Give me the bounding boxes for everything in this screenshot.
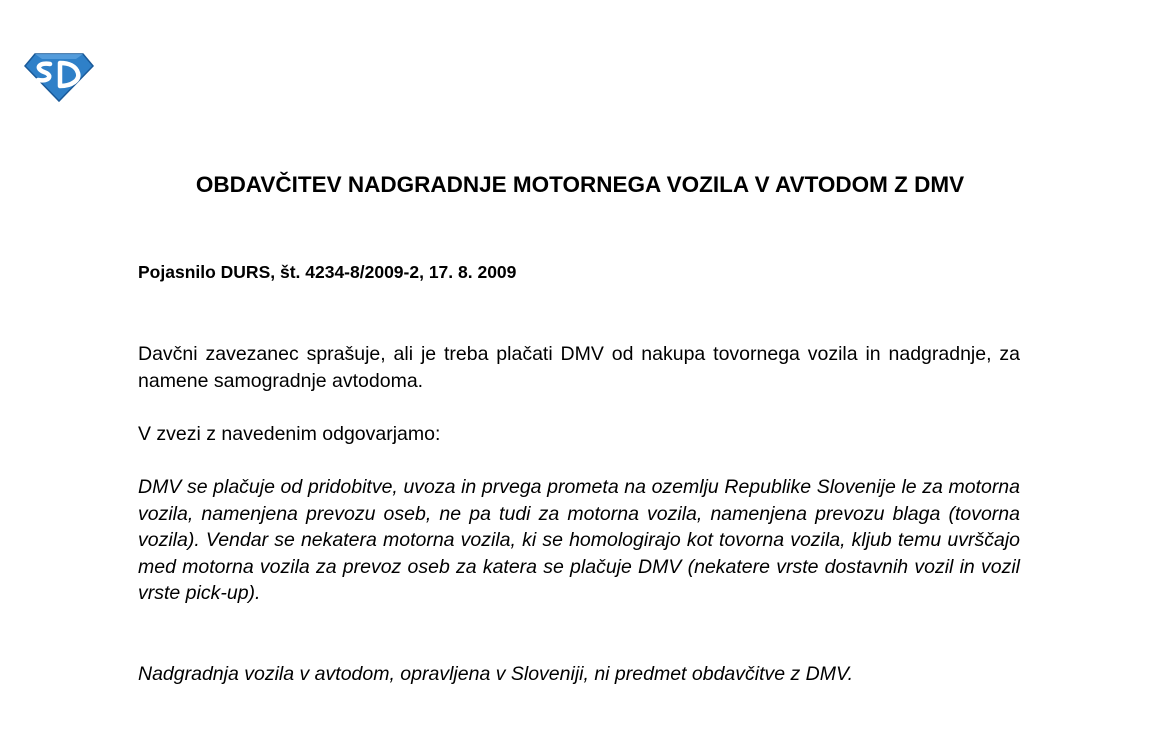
answer-intro-paragraph: V zvezi z navedenim odgovarjamo: [138, 423, 441, 445]
answer-paragraph: DMV se plačuje od pridobitve, uvoza in prvega prometa na ozemlju Republike Slovenije le za motorna vozila, namenjena prevozu oseb, ne pa tudi za motorna vozila, namenjena prevozu blaga (tovorna vozila). Vendar se nekatera motorna vozila, ki se homologirajo kot tovorna vozila, kljub temu uvrščajo med motorna vozila za prevoz oseb za katera se plačuje DMV (nekatere vrste dostavnih vozil in vozil vrste pick-up). [138, 476, 1020, 604]
document-reference: Pojasnilo DURS, št. 4234-8/2009-2, 17. 8. 2009 [138, 262, 517, 282]
company-logo [22, 50, 96, 104]
conclusion-paragraph: Nadgradnja vozila v avtodom, opravljena v Sloveniji, ni predmet obdavčitve z DMV. [138, 663, 853, 685]
question-paragraph: Davčni zavezanec sprašuje, ali je treba plačati DMV od nakupa tovornega vozila in nadgradnje, za namene samogradnje avtodoma. [138, 343, 1020, 392]
document-title: OBDAVČITEV NADGRADNJE MOTORNEGA VOZILA V AVTODOM Z DMV [195, 172, 965, 197]
shield-logo-icon [22, 50, 96, 104]
